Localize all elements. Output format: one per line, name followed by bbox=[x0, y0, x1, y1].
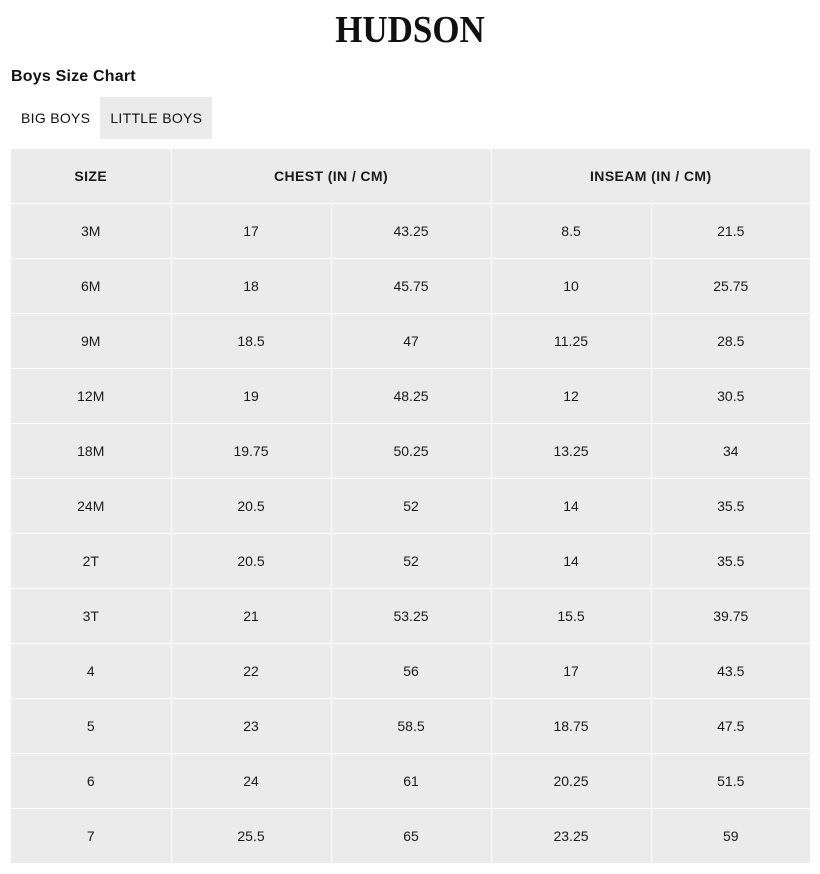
cell-chest-in: 23 bbox=[171, 699, 331, 754]
cell-size: 9M bbox=[11, 314, 171, 369]
cell-chest-cm: 53.25 bbox=[331, 589, 491, 644]
cell-inseam-cm: 34 bbox=[651, 424, 810, 479]
brand-logo[interactable]: HUDSON bbox=[335, 9, 485, 51]
cell-size: 12M bbox=[11, 369, 171, 424]
cell-size: 7 bbox=[11, 809, 171, 864]
table-row bbox=[11, 479, 810, 534]
size-chart-table bbox=[11, 149, 810, 864]
tab-big-boys[interactable]: BIG BOYS bbox=[21, 110, 91, 126]
cell-inseam-cm: 30.5 bbox=[651, 369, 810, 424]
table-row bbox=[11, 644, 810, 699]
tab-little-boys[interactable]: LITTLE BOYS bbox=[100, 97, 212, 139]
cell-inseam-cm: 43.5 bbox=[651, 644, 810, 699]
cell-inseam-cm: 59 bbox=[651, 809, 810, 864]
cell-inseam-cm: 35.5 bbox=[651, 534, 810, 589]
cell-chest-in: 20.5 bbox=[171, 534, 331, 589]
header-size: SIZE bbox=[11, 149, 171, 204]
cell-inseam-in: 10 bbox=[491, 259, 651, 314]
cell-size: 6 bbox=[11, 754, 171, 809]
cell-size: 3M bbox=[11, 204, 171, 259]
cell-inseam-cm: 28.5 bbox=[651, 314, 810, 369]
cell-chest-in: 17 bbox=[171, 204, 331, 259]
cell-inseam-in: 13.25 bbox=[491, 424, 651, 479]
table-row bbox=[11, 754, 810, 809]
cell-inseam-cm: 21.5 bbox=[651, 204, 810, 259]
cell-inseam-in: 15.5 bbox=[491, 589, 651, 644]
cell-chest-cm: 52 bbox=[331, 479, 491, 534]
header-chest: CHEST (IN / CM) bbox=[171, 149, 491, 204]
cell-inseam-in: 14 bbox=[491, 534, 651, 589]
cell-inseam-cm: 51.5 bbox=[651, 754, 810, 809]
table-row bbox=[11, 589, 810, 644]
table-row bbox=[11, 809, 810, 864]
table-row bbox=[11, 204, 810, 259]
cell-size: 4 bbox=[11, 644, 171, 699]
size-tabs bbox=[11, 97, 212, 139]
header-inseam: INSEAM (IN / CM) bbox=[491, 149, 810, 204]
cell-chest-in: 19.75 bbox=[171, 424, 331, 479]
page-title: Boys Size Chart bbox=[11, 68, 136, 85]
cell-inseam-in: 23.25 bbox=[491, 809, 651, 864]
table-row bbox=[11, 369, 810, 424]
table-row bbox=[11, 534, 810, 589]
cell-chest-in: 21 bbox=[171, 589, 331, 644]
cell-inseam-in: 18.75 bbox=[491, 699, 651, 754]
cell-size: 6M bbox=[11, 259, 171, 314]
cell-inseam-in: 20.25 bbox=[491, 754, 651, 809]
table-header-row bbox=[11, 149, 810, 204]
cell-chest-in: 18 bbox=[171, 259, 331, 314]
table-row bbox=[11, 314, 810, 369]
table-row bbox=[11, 424, 810, 479]
cell-chest-in: 18.5 bbox=[171, 314, 331, 369]
cell-inseam-in: 11.25 bbox=[491, 314, 651, 369]
cell-chest-in: 20.5 bbox=[171, 479, 331, 534]
cell-inseam-in: 14 bbox=[491, 479, 651, 534]
cell-inseam-in: 12 bbox=[491, 369, 651, 424]
cell-size: 5 bbox=[11, 699, 171, 754]
table-row bbox=[11, 259, 810, 314]
cell-inseam-cm: 25.75 bbox=[651, 259, 810, 314]
cell-chest-cm: 52 bbox=[331, 534, 491, 589]
table-body bbox=[11, 204, 810, 864]
cell-chest-cm: 61 bbox=[331, 754, 491, 809]
cell-chest-cm: 58.5 bbox=[331, 699, 491, 754]
cell-chest-in: 22 bbox=[171, 644, 331, 699]
cell-inseam-in: 8.5 bbox=[491, 204, 651, 259]
cell-chest-in: 19 bbox=[171, 369, 331, 424]
cell-chest-cm: 56 bbox=[331, 644, 491, 699]
table-row bbox=[11, 699, 810, 754]
cell-chest-in: 25.5 bbox=[171, 809, 331, 864]
cell-size: 3T bbox=[11, 589, 171, 644]
cell-chest-cm: 47 bbox=[331, 314, 491, 369]
cell-size: 18M bbox=[11, 424, 171, 479]
cell-chest-cm: 65 bbox=[331, 809, 491, 864]
cell-chest-in: 24 bbox=[171, 754, 331, 809]
cell-inseam-cm: 39.75 bbox=[651, 589, 810, 644]
cell-chest-cm: 48.25 bbox=[331, 369, 491, 424]
cell-size: 24M bbox=[11, 479, 171, 534]
cell-chest-cm: 43.25 bbox=[331, 204, 491, 259]
cell-inseam-in: 17 bbox=[491, 644, 651, 699]
cell-size: 2T bbox=[11, 534, 171, 589]
cell-chest-cm: 50.25 bbox=[331, 424, 491, 479]
cell-inseam-cm: 35.5 bbox=[651, 479, 810, 534]
cell-inseam-cm: 47.5 bbox=[651, 699, 810, 754]
cell-chest-cm: 45.75 bbox=[331, 259, 491, 314]
